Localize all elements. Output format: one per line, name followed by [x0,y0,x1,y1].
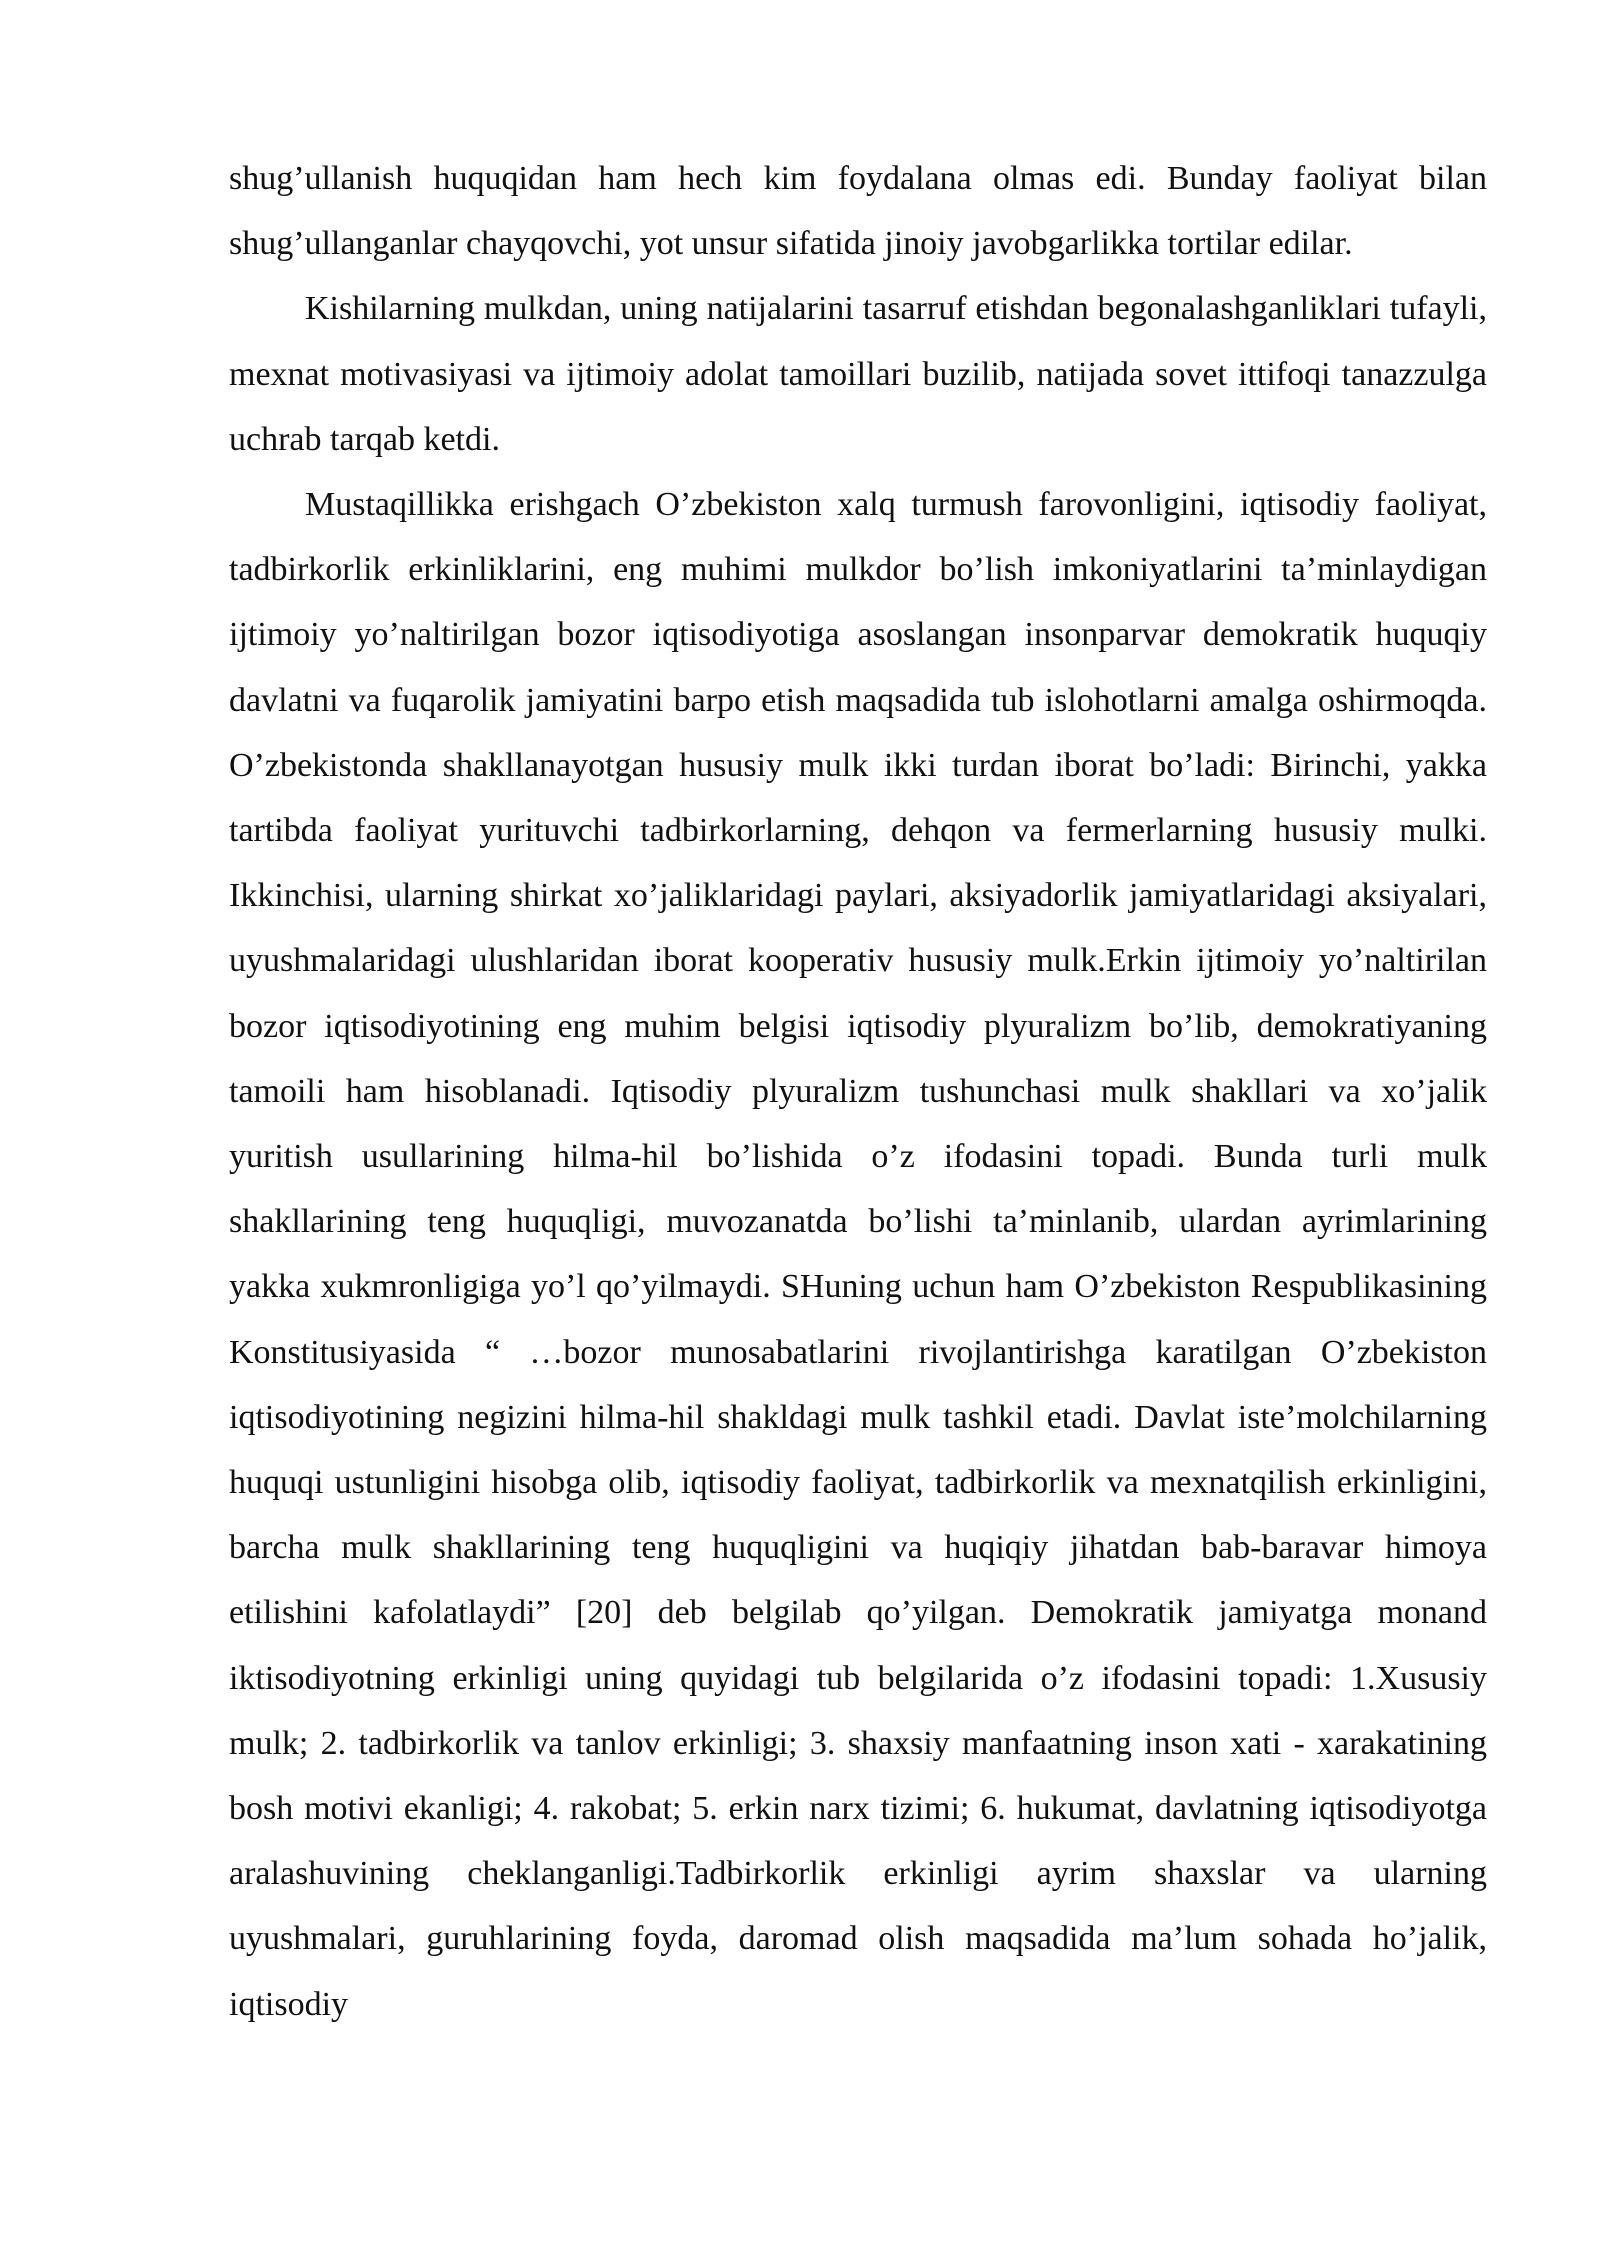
paragraph-2: Kishilarning mulkdan, uning natijalarini tasarruf etishdan begonalashganliklari tufayli, mexnat motivasiyasi va ijtimoiy adolat tamoillari buzilib, natijada sovet ittifoqi tanazzulga uchrab tarqab ketdi. [229,290,1487,458]
body-text [229,146,1487,2037]
paragraph-3: Mustaqillikka erishgach O’zbekiston xalq turmush farovonligini, iqtisodiy faoliyat, tadbirkorlik erkinliklarini, eng muhimi mulkdor bo’lish imkoniyatlarini ta’minlaydigan ijtimoiy yo’naltirilgan bozor iqtisodiyotiga asoslangan insonparvar demokratik huquqiy davlatni va fuqarolik jamiyatini barpo etish maqsadida tub islohotlarni amalga oshirmoqda. O’zbekistonda shakllanayotgan hususiy mulk ikki turdan iborat bo’ladi: Birinchi, yakka tartibda faoliyat yurituvchi tadbirkorlarning, dehqon va fermerlarning hususiy mulki. Ikkinchisi, ularning shirkat xo’jaliklaridagi paylari, aksiyadorlik jamiyatlaridagi aksiyalari, uyushmalaridagi ulushlaridan iborat kooperativ hususiy mulk.Erkin ijtimoiy yo’naltirilan bozor iqtisodiyotining eng muhim belgisi iqtisodiy plyuralizm bo’lib, demokratiyaning tamoili ham hisoblanadi. Iqtisodiy plyuralizm tushunchasi mulk shakllari va xo’jalik yuritish usullarining hilma-hil bo’lishida o’z ifodasini topadi. Bunda turli mulk shakllarining teng huquqligi, muvozanatda bo’lishi ta’minlanib, ulardan ayrimlarining yakka xukmronligiga yo’l qo’yilmaydi. SHuning uchun ham O’zbekiston Respublikasining Konstitusiyasida “ …bozor munosabatlarini rivojlantirishga karatilgan O’zbekiston iqtisodiyotining negizini hilma-hil shakldagi mulk tashkil etadi. Davlat iste’molchilarning huquqi ustunligini hisobga olib, iqtisodiy faoliyat, tadbirkorlik va mexnatqilish erkinligini, barcha mulk shakllarining teng huquqligini va huqiqiy jihatdan bab-baravar himoya etilishini kafolatlaydi” [20] deb belgilab qo’yilgan. Demokratik jamiyatga monand iktisodiyotning erkinligi uning quyidagi tub belgilarida o’z ifodasini topadi: 1.Xususiy mulk; 2. tadbirkorlik va tanlov erkinligi; 3. shaxsiy manfaatning inson xati - xarakatining bosh motivi ekanligi; 4. rakobat; 5. erkin narx tizimi; 6. hukumat, davlatning iqtisodiyotga aralashuvining cheklanganligi.Tadbirkorlik erkinligi ayrim shaxslar va ularning uyushmalari, guruhlarining foyda, daromad olish maqsadida ma’lum sohada ho’jalik, iqtisodiy [229,486,1487,2023]
paragraph-1: shug’ullanish huquqidan ham hech kim foydalana olmas edi. Bunday faoliyat bilan shug’ullanganlar chayqovchi, yot unsur sifatida jinoiy javobgarlikka tortilar edilar. [229,160,1487,263]
